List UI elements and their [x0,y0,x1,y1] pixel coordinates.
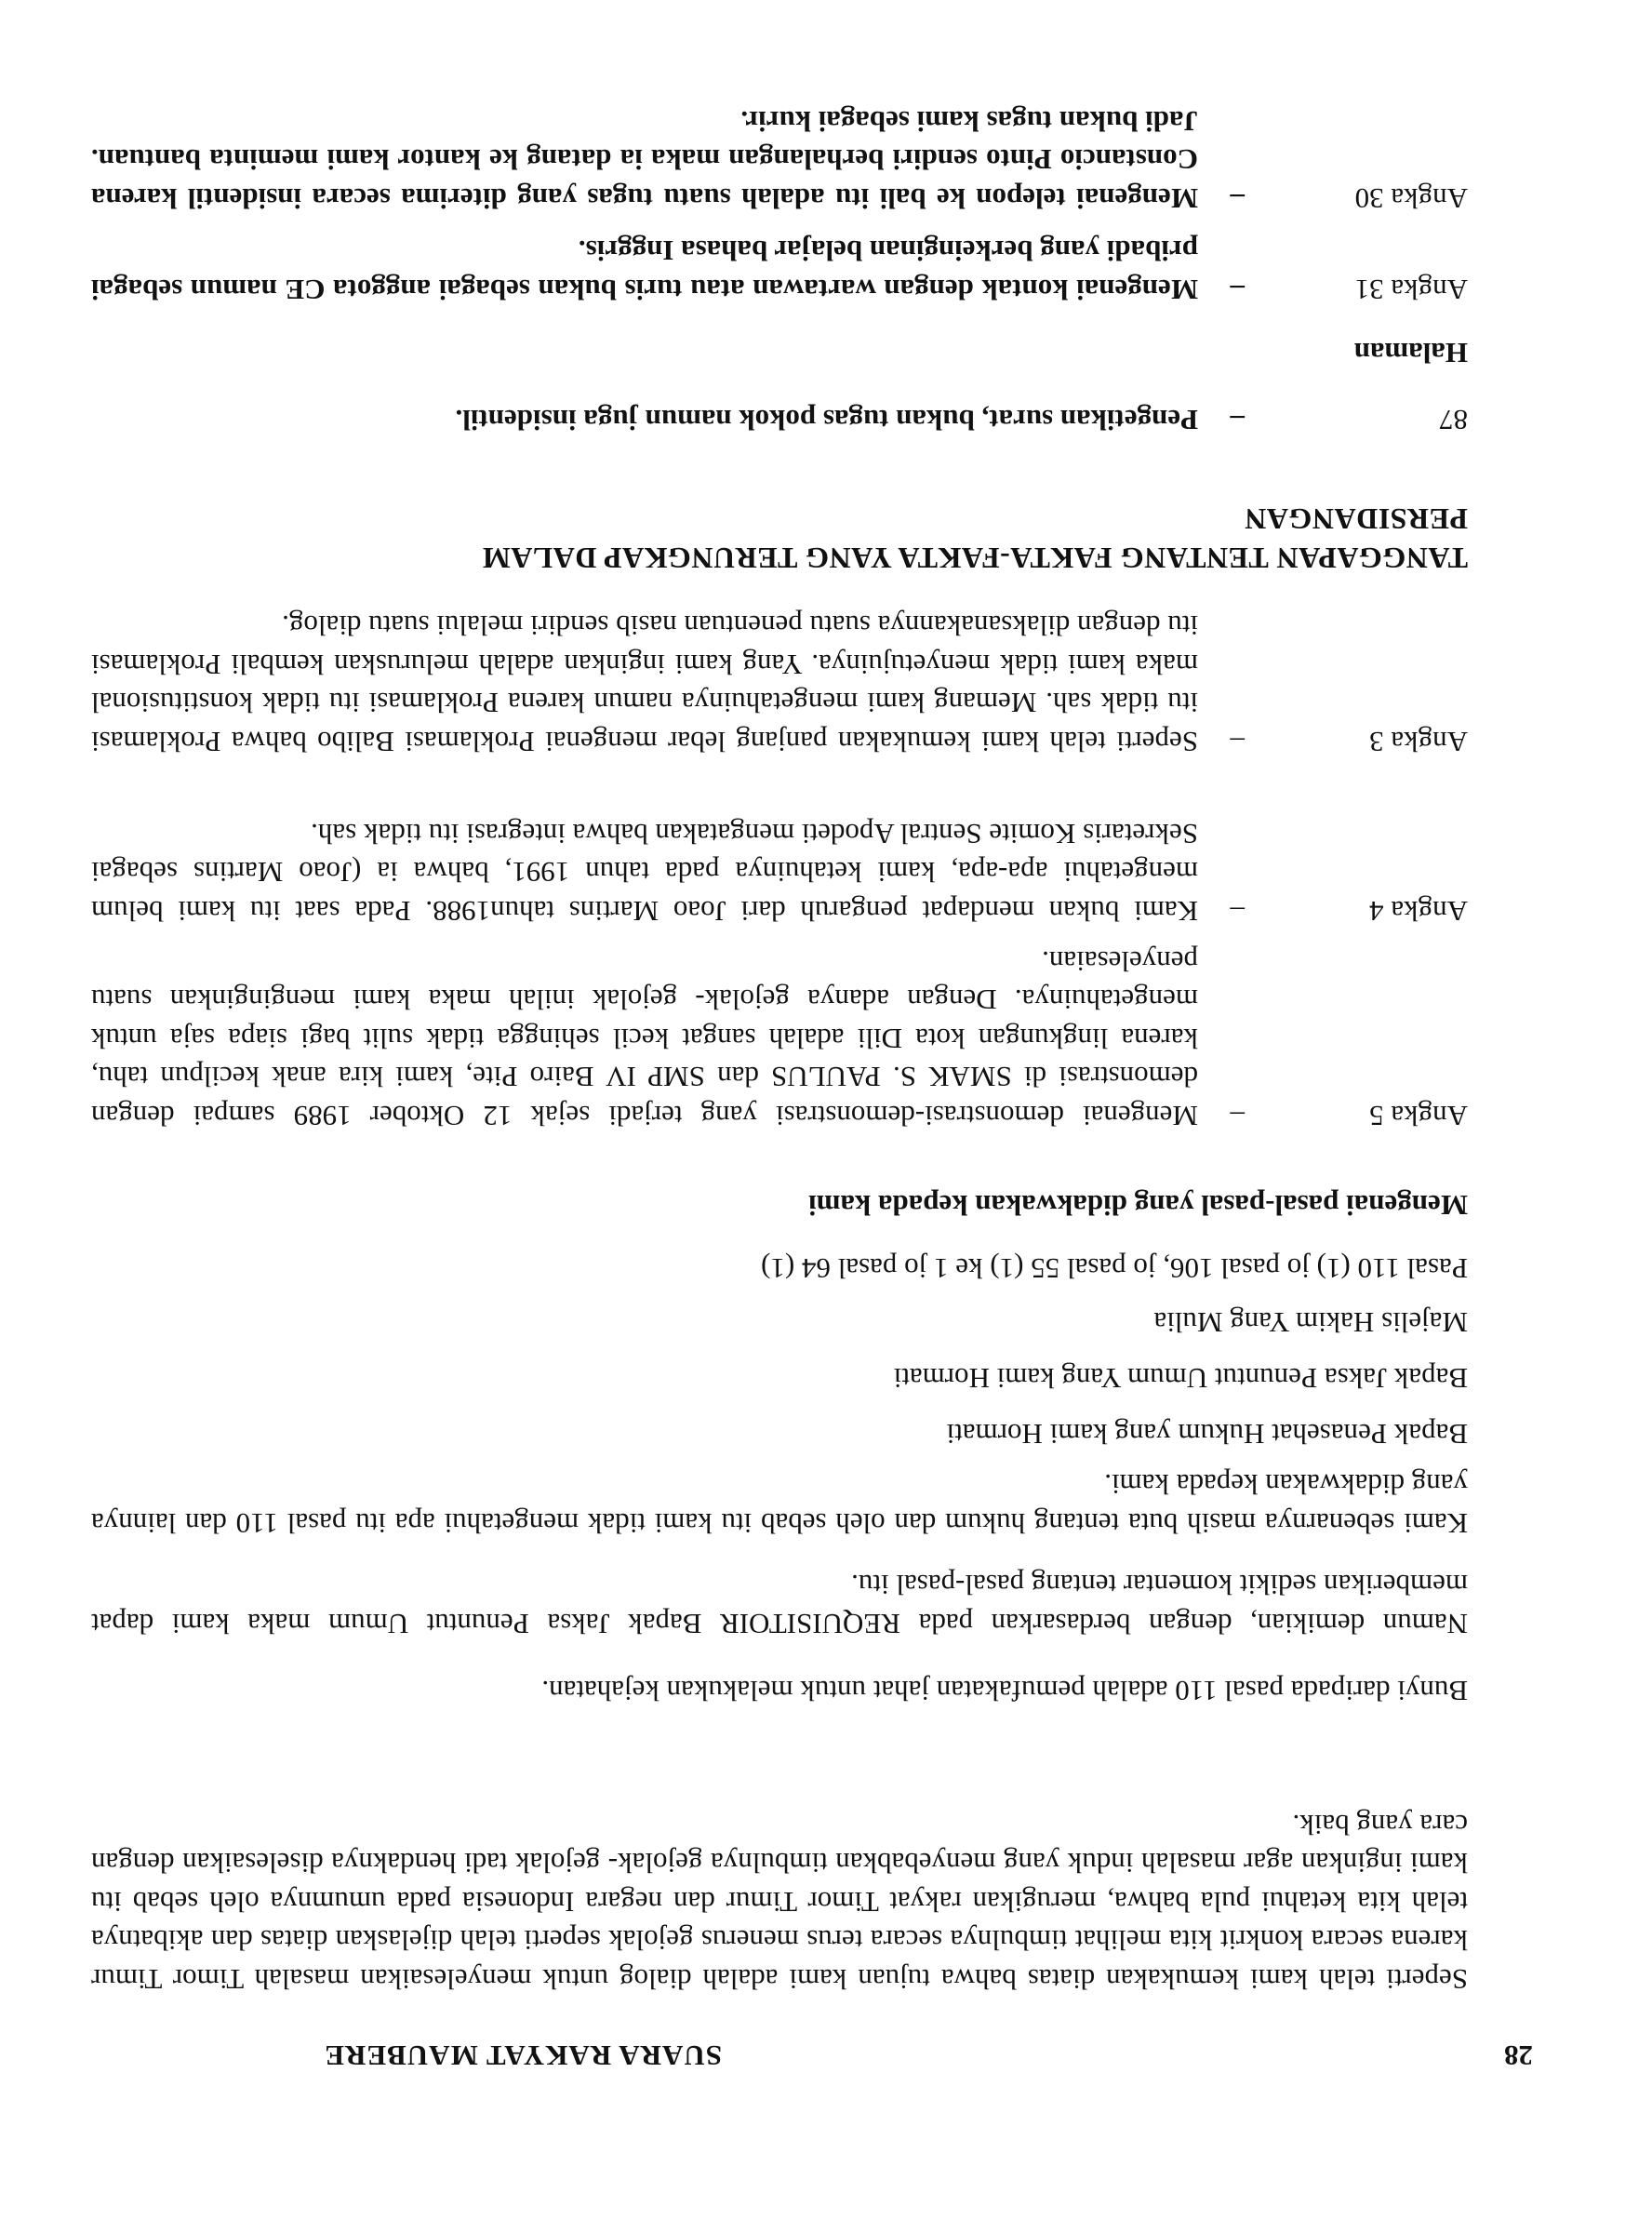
halaman-number: 87 [1439,404,1468,436]
section-heading: Mengenai pasal-pasal yang didakwakan kepada kami [808,1189,1468,1222]
angka-dash: – [1230,182,1245,215]
heading-tanggapan: TANGGAPAN TENTANG FAKTA-FAKTA YANG TERUNGKAP DALAM PERSIDANGAN [482,502,1468,575]
angka-text: Mengenai kontak dengan wartawan atau turis bukan sebagai anggota CE namun sebagai pribadi yang berkeinginan belajar bahasa Inggris. [91,234,1198,306]
angka-label: Angka 30 [1354,182,1468,215]
paragraph-dialog: Seperti telah kami kemukakan diatas bahwa tujuan kami adalah dialog untuk menyelesaikan masalah Timor Timur karena secara konkrit kita melihat timbulnya secara terus menerus gejolak seperti telah dijelaskan diatas dan akibatnya telah kita ketahui pula bahwa, merugikan rakyat Timor Timur dan negara Indonesia pada umumnya oleh sebab itu kami inginkan agar masalah induk yang menyebabkan timbulnya gejolak- gejolak tadi hendaknya diselesaikan dengan cara yang baik. [91,1809,1468,1996]
angka-dash: – [1230,895,1245,928]
angka-label: Angka 3 [1369,726,1468,758]
angka-label: Angka 5 [1369,1100,1468,1132]
halaman-dash: – [1230,404,1245,436]
paragraph-pasal-110: Bunyi daripada pasal 110 adalah pemufakatan jahat untuk melakukan kejahatan. [541,1675,1468,1707]
salutation-jaksa: Bapak Jaksa Penuntut Umum Yang kami Hormati [893,1362,1468,1395]
angka-text: Mengenai demonstrasi-demonstrasi yang terjadi sejak 12 Oktober 1989 sampai dengan demonstrasi di SMAK S. PAULUS dan SMP IV Bairo Pite, kami kira anak kecilpun tahu, karena lingkungan kota Dili adalah sangat kecil sehingga tidak sulit bagi siapa saja untuk mengetahuinya. Dengan adanya gejolak- gejolak inilah maka kami menginginkan suatu penyelesaian. [91,945,1198,1132]
paragraph-buta-hukum: Kami sebenarnya masih buta tentang hukum dan oleh sebab itu kami tidak mengetahui apa itu pasal 110 dan lainnya yang didakwakan kepada kami. [91,1468,1468,1540]
halaman-text: Pengetikan surat, bukan tugas pokok namun juga insidentil. [455,404,1198,436]
angka-text: Seperti telah kami kemukakan panjang lebar mengenai Proklamasi Balibo bahwa Proklamasi itu tidak sah. Memang kami mengetahuinya namun karena Proklamasi itu tidak konstitusional maka kami tidak menyetujuinya. Yang kami inginkan adalah meluruskan kembali Proklamasi itu dengan dilaksanakannya suatu penentuan nasib sendiri melalui suatu dialog. [91,609,1198,758]
angka-label: Angka 31 [1354,274,1468,306]
pasal-line: Pasal 110 (1) jo pasal 106, jo pasal 55 (1) ke 1 jo pasal 64 (1) [761,1252,1468,1285]
running-header [0,2038,1652,2075]
paragraph-requisitoir: Namun demikian, dengan berdasarkan pada REQUISITOIR Bapak Jaksa Penuntut Umum maka kami dapat memberikan sedikit komentar tentang pasal-pasal itu. [91,1569,1468,1640]
halaman-label: Halaman [1353,337,1468,369]
angka-label: Angka 4 [1369,895,1468,928]
angka-dash: – [1230,726,1245,758]
page-number: 28 [1504,2039,1533,2072]
angka-dash: – [1230,274,1245,306]
running-title: SUARA RAKYAT MAUBERE [324,2039,722,2072]
salutation-penasehat: Bapak Penasehat Hukum yang kami Hormati [946,1418,1468,1451]
angka-text: Kami bukan mendapat pengaruh dari Joao Martins tahun1988. Pada saat itu kami belum mengetahui apa-apa, kami ketahuinya pada tahun 1991, bahwa ia (Joao Martins sebagai Sekretaris Komite Sentral Apodeti mengatakan bahwa integrasi itu tidak sah. [91,818,1198,928]
salutation-majelis: Majelis Hakim Yang Mulia [1153,1306,1468,1339]
angka-dash: – [1230,1100,1245,1132]
angka-text: Mengenai telepon ke bali itu adalah suatu tugas yang diterima secara insidentil karena Constancio Pinto sendiri berhalangan maka ia datang ke kantor kami meminta bantuan. Jadi bukan tugas kami sebagai kurir. [91,105,1198,215]
